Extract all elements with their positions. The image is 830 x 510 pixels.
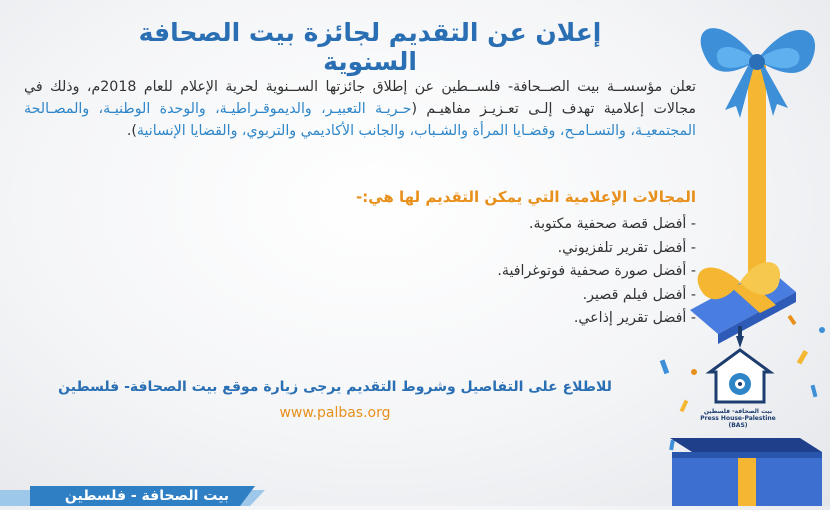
cta-text: للاطلاع على التفاصيل وشروط التقديم يرجى زيارة موقع بيت الصحافة- فلسطين	[58, 379, 612, 395]
list-item: - أفضل تقرير إذاعي.	[300, 307, 696, 331]
gift-illustration	[590, 0, 830, 506]
list-item: - أفضل فيلم قصير.	[300, 284, 696, 308]
intro-closing: ).	[126, 123, 137, 139]
fields-heading: المجالات الإعلامية التي يمكن التقديم لها هي:-	[355, 188, 696, 206]
page-title: إعلان عن التقديم لجائزة بيت الصحافة السنوية	[138, 18, 602, 76]
list-item: - أفضل تقرير تلفزيوني.	[300, 237, 696, 261]
intro-text: تعلن مؤسســة بيت الصــحافة- فلســطين عن إطلاق جائزتها الســنوية لحرية الإعلام للعام 2018م، وذلك في مجالات إعلامية تهدف إلـى تعـزيـز مفاهيـم (	[24, 79, 696, 117]
logo-abbr: (BAS)	[728, 422, 748, 429]
logo-name-en: Press House-Palestine	[700, 415, 776, 422]
logo	[688, 408, 788, 429]
list-item: - أفضل صورة صحفية فوتوغرافية.	[300, 260, 696, 284]
logo-name-ar: بيت الصحافة- فلسطين	[703, 408, 773, 415]
website-link[interactable]: www.palbas.org	[279, 405, 391, 421]
gift-box-graphic	[590, 0, 830, 506]
list-item: - أفضل قصة صحفية مكتوبة.	[300, 213, 696, 237]
intro-highlight: حـريـة التعبيـر، والديموقـراطيـة، والوحدة الوطنيـة، والمصـالحة المجتمعيـة، والتسـامـح، وقضـايا المرأة والشـباب، والجانب الأكاديمي والتربوي، والقضايا الإنسانية	[24, 101, 696, 139]
footer-label: بيت الصحافة - فلسطين	[64, 488, 230, 504]
footer-banner	[0, 484, 280, 506]
